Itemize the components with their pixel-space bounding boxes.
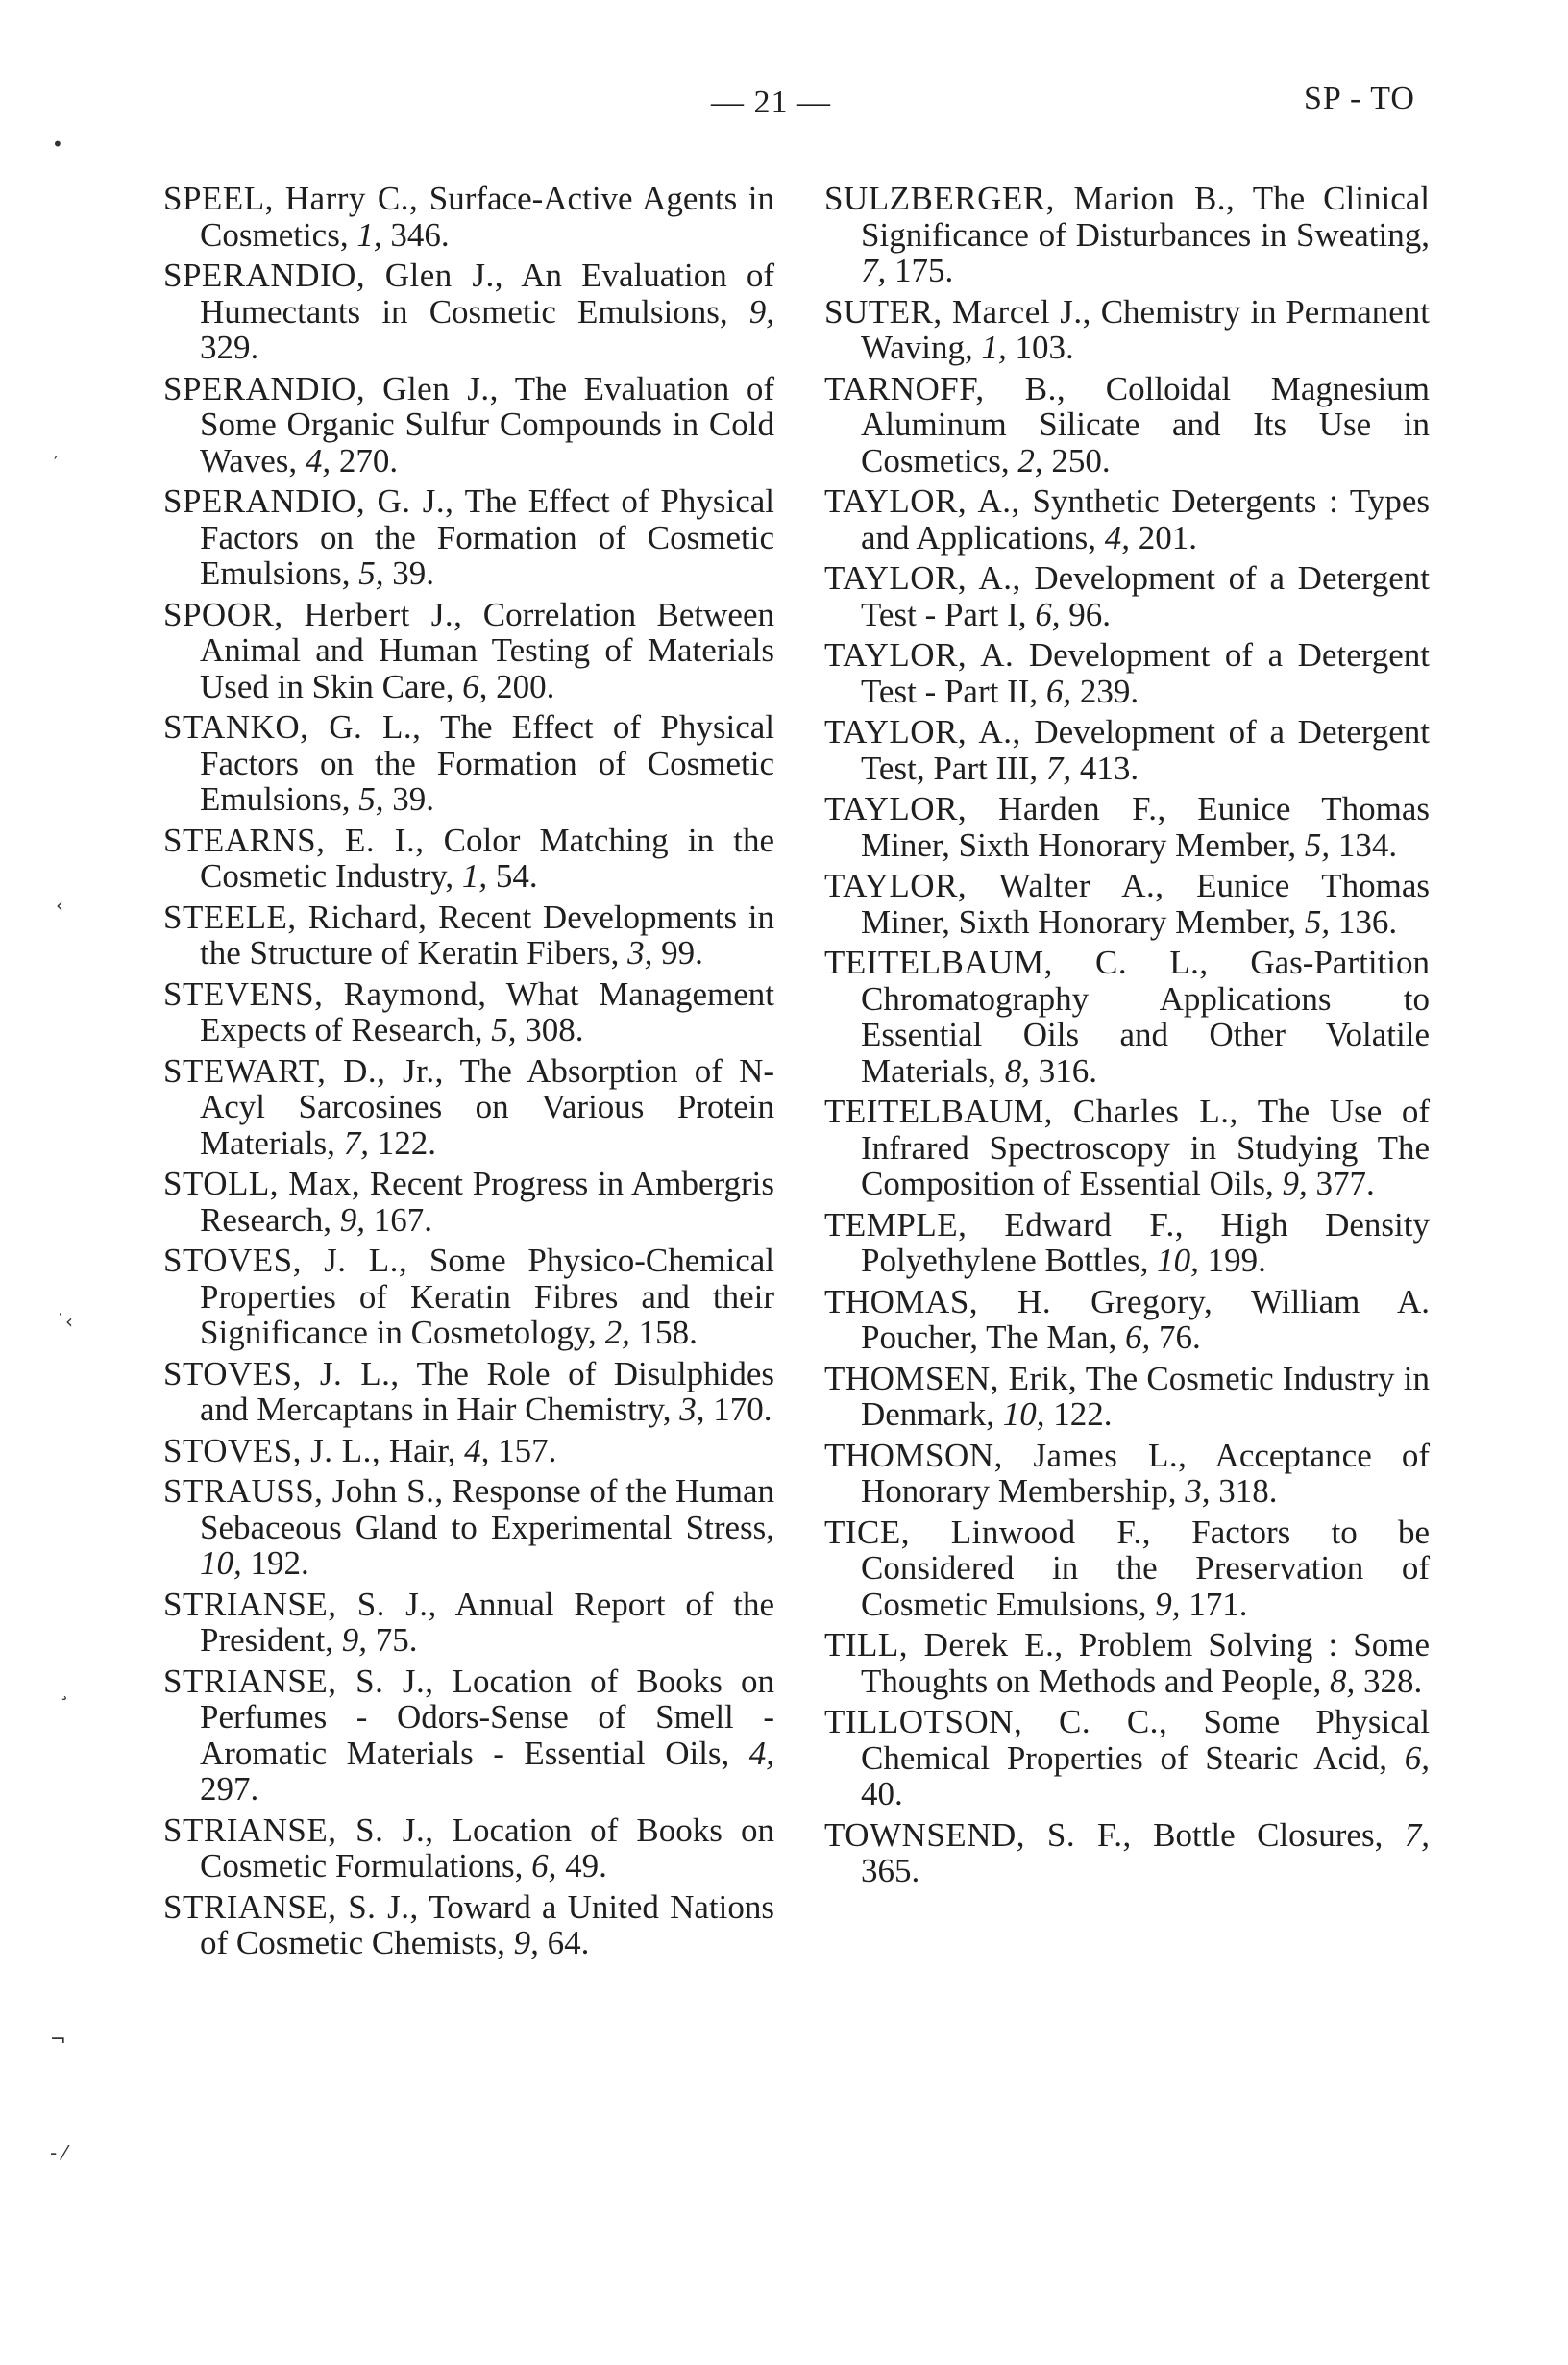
- entry-volume: 10,: [1002, 1395, 1045, 1433]
- entry-author: TEITELBAUM, Charles L.,: [824, 1093, 1238, 1130]
- entry-page: 365.: [861, 1852, 920, 1889]
- entry-title: An Evaluation of Humectants in Cosmetic Emulsions,: [200, 257, 774, 331]
- entry-volume: 3,: [679, 1391, 705, 1428]
- index-entry: [163, 1473, 774, 1582]
- entry-title: Bottle Closures,: [1153, 1815, 1384, 1854]
- entry-volume: 4,: [1104, 518, 1130, 556]
- entry-volume: 4,: [305, 441, 331, 480]
- index-entry: [824, 483, 1430, 555]
- entry-volume: 9,: [513, 1924, 539, 1961]
- entry-title: Location of Books on Perfumes - Odors-Sense of Smell - Aromatic Materials - Essential Oils,: [200, 1662, 774, 1772]
- entry-page: 308.: [525, 1011, 584, 1048]
- entry-page: 170.: [713, 1391, 772, 1428]
- entry-page: 157.: [498, 1431, 557, 1469]
- entry-author: STEVENS, Raymond,: [163, 974, 487, 1013]
- entry-title: Some Physical Chemical Properties of Stearic Acid,: [861, 1703, 1431, 1777]
- entry-page: 49.: [565, 1847, 607, 1885]
- entry-volume: 5,: [491, 1011, 517, 1048]
- entry-volume: 9,: [341, 1621, 368, 1659]
- entry-title: Hair,: [388, 1431, 456, 1469]
- entry-title: Development of a Detergent Test - Part II,: [861, 636, 1431, 710]
- entry-page: 250.: [1051, 441, 1111, 480]
- index-entry: [163, 899, 774, 972]
- entry-page: 346.: [390, 215, 450, 254]
- entry-title: Color Matching in the Cosmetic Industry,: [200, 821, 774, 895]
- entry-volume: 6,: [1404, 1738, 1431, 1777]
- entry-volume: 7,: [1045, 749, 1072, 787]
- entry-volume: 3,: [627, 934, 653, 972]
- entry-title: Development of a Detergent Test, Part III,: [861, 713, 1431, 787]
- index-column-left: [163, 181, 774, 1966]
- entry-author: THOMSON, James L.,: [824, 1436, 1188, 1474]
- entry-page: 329.: [200, 329, 259, 366]
- entry-author: TAYLOR, A.,: [824, 482, 1020, 520]
- entry-volume: 5,: [1304, 902, 1331, 941]
- entry-author: STANKO, G. L.,: [163, 708, 422, 746]
- entry-volume: 2,: [604, 1314, 630, 1351]
- scan-mark: ′: [54, 452, 59, 475]
- index-entry: [163, 258, 774, 366]
- entry-page: 316.: [1038, 1051, 1097, 1090]
- entry-page: 96.: [1068, 595, 1112, 633]
- entry-author: TOWNSEND, S. F.,: [824, 1815, 1132, 1854]
- entry-author: TAYLOR, A.,: [824, 713, 1021, 751]
- index-entry: [824, 714, 1430, 786]
- index-entry: [163, 823, 774, 895]
- entry-author: STOVES, J. L.,: [163, 1354, 400, 1392]
- entry-title: The Effect of Physical Factors on the Formation of Cosmetic Emulsions,: [200, 482, 774, 592]
- entry-author: STRIANSE, S. J.,: [163, 1662, 434, 1700]
- index-entry: [824, 560, 1430, 632]
- index-entry: [824, 945, 1430, 1089]
- index-entry: [163, 371, 774, 480]
- index-entry: [163, 1356, 774, 1428]
- running-head: SP - TO: [1304, 81, 1415, 116]
- index-entry: [163, 976, 774, 1048]
- entry-page: 75.: [375, 1621, 418, 1659]
- index-column-right: [824, 181, 1430, 1894]
- entry-page: 171.: [1188, 1585, 1248, 1623]
- entry-volume: 6,: [1035, 595, 1061, 633]
- entry-author: STOVES, J. L.,: [163, 1431, 381, 1469]
- entry-volume: 6,: [1124, 1318, 1151, 1356]
- entry-title: Problem Solving : Some Thoughts on Methods and People,: [861, 1626, 1430, 1700]
- entry-author: STRAUSS, John S.,: [163, 1472, 444, 1510]
- index-entry: [163, 1243, 774, 1351]
- entry-title: Eunice Thomas Miner, Sixth Honorary Member,: [861, 790, 1430, 864]
- entry-title: The Clinical Significance of Disturbances in Sweating,: [861, 180, 1430, 254]
- entry-volume: 7,: [1404, 1815, 1431, 1854]
- entry-title: Chemistry in Permanent Waving,: [861, 292, 1431, 366]
- entry-title: Factors to be Considered in the Preservation of Cosmetic Emulsions,: [861, 1513, 1430, 1623]
- entry-author: TARNOFF, B.,: [824, 369, 1066, 407]
- entry-author: TAYLOR, Harden F.,: [824, 790, 1166, 827]
- entry-author: SPEEL, Harry C.,: [163, 180, 419, 217]
- entry-author: STRIANSE, S. J.,: [163, 1585, 437, 1623]
- index-entry: [824, 1207, 1430, 1279]
- entry-page: 136.: [1337, 902, 1398, 941]
- entry-author: THOMAS, H. Gregory,: [824, 1282, 1213, 1320]
- index-entry: [824, 1817, 1430, 1889]
- index-entry: [163, 1889, 774, 1961]
- entry-title: The Use of Infrared Spectroscopy in Studying The Composition of Essential Oils,: [861, 1093, 1430, 1202]
- entry-page: 413.: [1079, 749, 1139, 787]
- entry-title: What Management Expects of Research,: [200, 974, 774, 1048]
- index-entry: [163, 181, 774, 253]
- entry-volume: 5,: [358, 780, 384, 818]
- entry-volume: 9,: [339, 1200, 366, 1239]
- entry-page: 122.: [1053, 1395, 1113, 1433]
- entry-author: SUTER, Marcel J.,: [824, 292, 1091, 331]
- index-entry: [824, 791, 1430, 863]
- entry-title: High Density Polyethylene Bottles,: [861, 1205, 1430, 1279]
- entry-title: The Cosmetic Industry in Denmark,: [861, 1359, 1430, 1433]
- entry-page: 192.: [250, 1544, 309, 1582]
- entry-volume: 5,: [1304, 825, 1331, 864]
- entry-author: TAYLOR, A.: [824, 636, 1015, 674]
- entry-volume: 10,: [200, 1544, 242, 1582]
- entry-title: The Role of Disulphides and Mercaptans in Hair Chemistry,: [200, 1354, 774, 1428]
- entry-author: STRIANSE, S. J.,: [163, 1811, 434, 1849]
- entry-author: STOLL, Max,: [163, 1165, 361, 1202]
- entry-volume: 3,: [1185, 1472, 1211, 1510]
- entry-page: 270.: [338, 441, 399, 480]
- entry-title: Acceptance of Honorary Membership,: [861, 1436, 1430, 1510]
- entry-page: 175.: [894, 252, 954, 289]
- entry-author: TEMPLE, Edward F.,: [824, 1205, 1184, 1244]
- entry-volume: 10,: [1157, 1242, 1199, 1279]
- index-entry: [824, 1284, 1430, 1356]
- index-entry: [163, 709, 774, 818]
- entry-author: SULZBERGER, Marion B.,: [824, 180, 1236, 217]
- entry-page: 201.: [1138, 518, 1197, 556]
- scan-mark: ¬: [50, 2028, 66, 2051]
- scan-mark: •: [52, 133, 63, 156]
- entry-author: STRIANSE, S. J.,: [163, 1887, 419, 1926]
- index-entry: [824, 637, 1430, 709]
- entry-page: 39.: [392, 554, 435, 592]
- entry-title: The Effect of Physical Factors on the Formation of Cosmetic Emulsions,: [200, 708, 774, 818]
- entry-title: The Evaluation of Some Organic Sulfur Compounds in Cold Waves,: [200, 369, 774, 480]
- entry-volume: 1,: [461, 857, 488, 895]
- entry-page: 39.: [392, 780, 435, 818]
- entry-title: Gas-Partition Chromatography Applications to Essential Oils and Other Volatile Materials,: [861, 944, 1430, 1090]
- entry-title: Colloidal Magnesium Aluminum Silicate and Its Use in Cosmetics,: [861, 369, 1430, 480]
- scan-mark: ‹: [56, 894, 63, 917]
- entry-page: 76.: [1158, 1318, 1201, 1356]
- entry-volume: 9,: [1155, 1585, 1181, 1623]
- entry-author: TAYLOR, Walter A.,: [824, 867, 1164, 904]
- entry-volume: 1,: [356, 215, 382, 254]
- index-entry: [824, 1515, 1430, 1623]
- entry-page: 297.: [200, 1770, 259, 1808]
- entry-volume: 8,: [1330, 1662, 1356, 1700]
- entry-author: STEWART, D., Jr.,: [163, 1051, 444, 1090]
- entry-volume: 6,: [531, 1847, 557, 1885]
- entry-title: Correlation Between Animal and Human Testing of Materials Used in Skin Care,: [200, 595, 774, 705]
- entry-title: Response of the Human Sebaceous Gland to Experimental Stress,: [200, 1472, 774, 1546]
- entry-page: 99.: [661, 934, 703, 972]
- entry-title: Toward a United Nations of Cosmetic Chemists,: [200, 1887, 774, 1961]
- entry-page: 103.: [1015, 329, 1074, 366]
- entry-page: 199.: [1207, 1242, 1266, 1279]
- entry-author: STOVES, J. L.,: [163, 1242, 408, 1279]
- entry-title: Surface-Active Agents in Cosmetics,: [200, 180, 774, 254]
- entry-title: Eunice Thomas Miner, Sixth Honorary Member,: [861, 867, 1430, 941]
- entry-author: TILLOTSON, C. C.,: [824, 1703, 1168, 1740]
- scan-mark: ¸: [60, 1678, 69, 1701]
- entry-page: 40.: [861, 1775, 903, 1812]
- entry-title: Recent Progress in Ambergris Research,: [200, 1165, 774, 1239]
- index-entry: [163, 483, 774, 592]
- index-entry: [824, 1361, 1430, 1433]
- entry-title: Some Physico-Chemical Properties of Keratin Fibres and their Significance in Cosmetology,: [200, 1242, 774, 1351]
- entry-title: Recent Developments in the Structure of Keratin Fibers,: [200, 898, 775, 972]
- entry-page: 64.: [547, 1924, 590, 1961]
- entry-author: STEARNS, E. I.,: [163, 821, 425, 859]
- entry-page: 158.: [638, 1314, 698, 1351]
- entry-title: Synthetic Detergents : Types and Applications,: [861, 482, 1430, 556]
- entry-author: TICE, Linwood F.,: [824, 1513, 1152, 1551]
- index-entry: [824, 294, 1430, 366]
- entry-author: SPERANDIO, Glen J.,: [163, 257, 504, 294]
- index-entry: [163, 1663, 774, 1808]
- entry-volume: 1,: [981, 329, 1007, 366]
- entry-page: 328.: [1363, 1662, 1423, 1700]
- entry-title: William A. Poucher, The Man,: [861, 1282, 1430, 1356]
- scan-mark: ‐ ⁄: [50, 2141, 66, 2164]
- index-entry: [824, 1704, 1430, 1812]
- entry-volume: 8,: [1004, 1051, 1030, 1090]
- index-entry: [824, 181, 1430, 289]
- entry-volume: 6,: [462, 667, 488, 705]
- index-entry: [824, 868, 1430, 940]
- entry-page: 54.: [495, 857, 538, 895]
- entry-author: SPERANDIO, Glen J.,: [163, 369, 499, 407]
- entry-page: 377.: [1315, 1165, 1375, 1202]
- entry-author: TEITELBAUM, C. L.,: [824, 944, 1209, 981]
- entry-page: 318.: [1218, 1472, 1278, 1510]
- entry-volume: 7,: [343, 1123, 369, 1162]
- index-entry: [163, 597, 774, 705]
- entry-title: Development of a Detergent Test - Part I,: [861, 559, 1431, 633]
- entry-volume: 9,: [1282, 1165, 1308, 1202]
- entry-author: STEELE, Richard,: [163, 898, 428, 936]
- index-entry: [163, 1053, 774, 1162]
- entry-title: The Absorption of N-Acyl Sarcosines on Various Protein Materials,: [200, 1051, 774, 1162]
- entry-author: SPOOR, Herbert J.,: [163, 595, 463, 633]
- entry-volume: 9,: [748, 292, 774, 331]
- entry-title: Annual Report of the President,: [200, 1585, 775, 1659]
- entry-author: TILL, Derek E.,: [824, 1626, 1064, 1663]
- entry-author: THOMSEN, Erik,: [824, 1359, 1078, 1397]
- entry-volume: 6,: [1045, 672, 1072, 710]
- index-entry: [824, 1094, 1430, 1202]
- entry-page: 200.: [496, 667, 555, 705]
- entry-volume: 7,: [861, 252, 887, 289]
- index-entry: [163, 1166, 774, 1238]
- scan-mark: ˙‹: [56, 1310, 73, 1333]
- entry-page: 134.: [1337, 825, 1398, 864]
- index-entry: [163, 1433, 774, 1469]
- entry-author: SPERANDIO, G. J.,: [163, 482, 454, 520]
- entry-volume: 2,: [1017, 441, 1043, 480]
- entry-volume: 5,: [358, 554, 384, 592]
- page-number: — 21 —: [711, 85, 831, 120]
- index-entry: [824, 1627, 1430, 1699]
- index-entry: [163, 1587, 774, 1659]
- entry-author: TAYLOR, A.,: [824, 559, 1021, 597]
- entry-volume: 4,: [464, 1431, 490, 1469]
- index-entry: [824, 1438, 1430, 1510]
- entry-title: Location of Books on Cosmetic Formulations,: [200, 1811, 774, 1885]
- entry-page: 239.: [1079, 672, 1139, 710]
- entry-page: 122.: [377, 1123, 436, 1162]
- index-entry: [824, 371, 1430, 480]
- entry-volume: 4,: [748, 1734, 775, 1772]
- index-entry: [163, 1812, 774, 1885]
- entry-page: 167.: [373, 1200, 433, 1239]
